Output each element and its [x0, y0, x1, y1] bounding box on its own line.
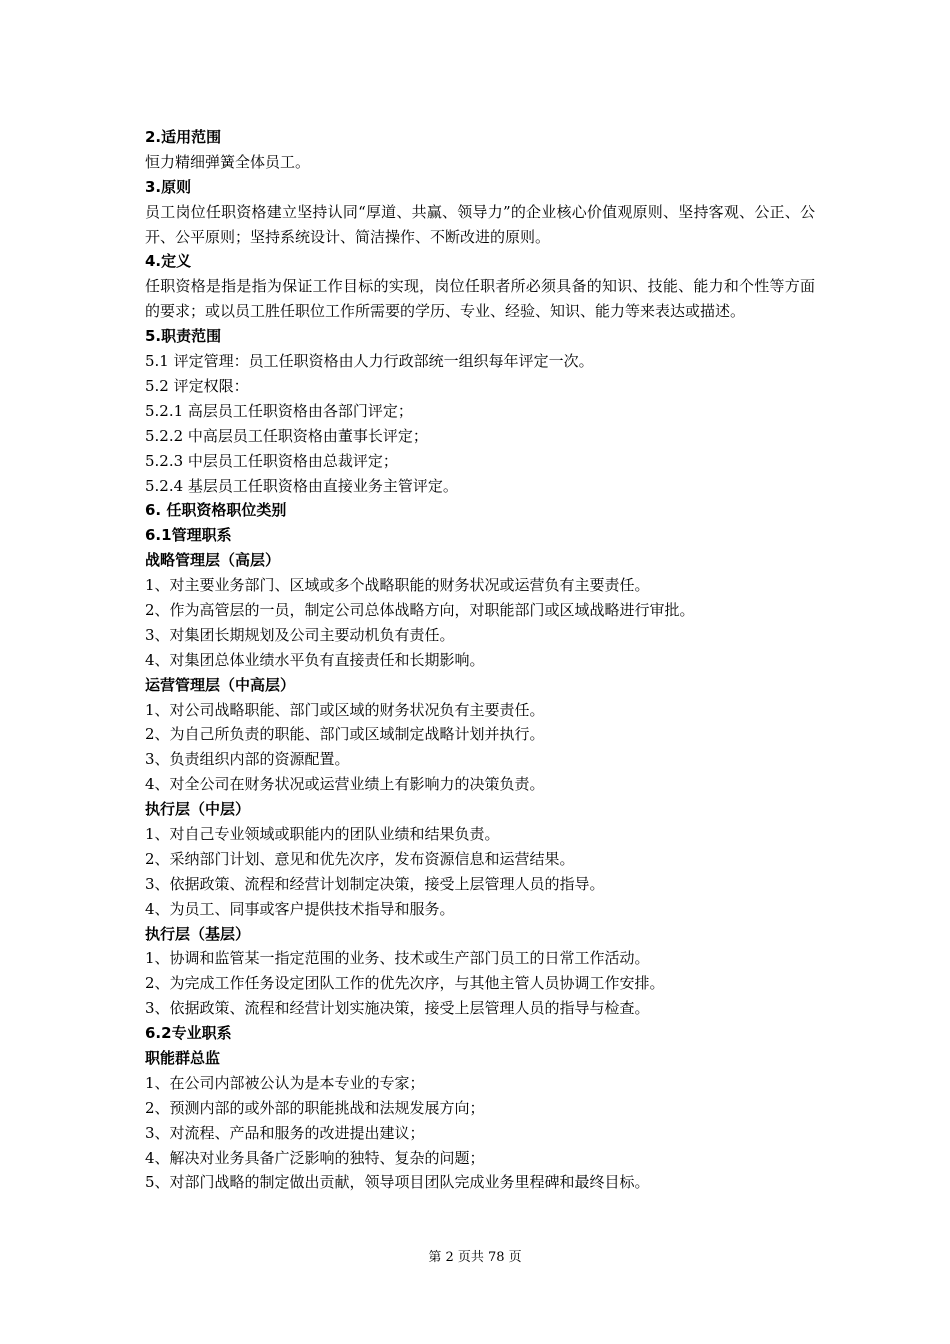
subsection-heading: 6.1管理职系: [145, 526, 232, 545]
list-item: 4、为员工、同事或客户提供技术指导和服务。: [145, 899, 455, 918]
list-item: 5、对部门战略的制定做出贡献，领导项目团队完成业务里程碑和最终目标。: [145, 1173, 650, 1192]
list-item: 4、对全公司在财务状况或运营业绩上有影响力的决策负责。: [145, 775, 545, 794]
section-heading: 3.原则: [145, 177, 192, 196]
group-heading: 执行层（中层）: [145, 800, 251, 819]
group-heading: 运营管理层（中高层）: [145, 675, 296, 694]
section-heading: 6. 任职资格职位类别: [145, 501, 287, 520]
list-item: 2、预测内部的或外部的职能挑战和法规发展方向；: [145, 1098, 485, 1117]
subsection-heading: 6.2专业职系: [145, 1024, 232, 1043]
section-heading: 2.适用范围: [145, 128, 222, 146]
list-item: 5.2 评定权限：: [145, 376, 249, 395]
list-item: 1、在公司内部被公认为是本专业的专家；: [145, 1073, 425, 1092]
list-item: 1、对公司战略职能、部门或区域的财务状况负有主要责任。: [145, 700, 545, 719]
list-item: 2、采纳部门计划、意见和优先次序，发布资源信息和运营结果。: [145, 849, 575, 868]
list-item: 5.1 评定管理：员工任职资格由人力行政部统一组织每年评定一次。: [145, 352, 594, 371]
list-item: 3、依据政策、流程和经营计划制定决策，接受上层管理人员的指导。: [145, 874, 605, 893]
paragraph: 员工岗位任职资格建立坚持认同“厚道、共赢、领导力”的企业核心价值观原则、坚持客观、公正、公开、公平原则；坚持系统设计、简洁操作、不断改进的原则。: [145, 202, 815, 246]
group-heading: 战略管理层（高层）: [145, 551, 281, 570]
paragraph: 任职资格是指是指为保证工作目标的实现，岗位任职者所必须具备的知识、技能、能力和个性等方面的要求；或以员工胜任职位工作所需要的学历、专业、经验、知识、能力等来表达或描述。: [145, 277, 815, 321]
list-item: 1、对主要业务部门、区域或多个战略职能的财务状况或运营负有主要责任。: [145, 576, 650, 595]
group-heading: 职能群总监: [145, 1049, 221, 1068]
section-heading: 4.定义: [145, 252, 192, 271]
paragraph: 恒力精细弹簧全体员工。: [145, 152, 311, 171]
list-item: 3、依据政策、流程和经营计划实施决策，接受上层管理人员的指导与检查。: [145, 999, 650, 1018]
list-item: 4、对集团总体业绩水平负有直接责任和长期影响。: [145, 650, 485, 669]
list-item: 2、为自己所负责的职能、部门或区域制定战略计划并执行。: [145, 725, 545, 744]
list-item: 3、对集团长期规划及公司主要动机负有责任。: [145, 625, 455, 644]
list-item: 5.2.2 中高层员工任职资格由董事长评定；: [145, 426, 428, 445]
list-item: 5.2.3 中层员工任职资格由总裁评定；: [145, 451, 398, 470]
list-item: 5.2.4 基层员工任职资格由直接业务主管评定。: [145, 476, 458, 495]
list-item: 2、作为高管层的一员，制定公司总体战略方向，对职能部门或区域战略进行审批。: [145, 600, 695, 619]
group-heading: 执行层（基层）: [145, 924, 251, 943]
list-item: 3、对流程、产品和服务的改进提出建议；: [145, 1123, 425, 1142]
page-footer: 第 2 页共 78 页: [428, 1250, 522, 1265]
list-item: 1、对自己专业领域或职能内的团队业绩和结果负责。: [145, 825, 500, 843]
list-item: 5.2.1 高层员工任职资格由各部门评定；: [145, 401, 413, 420]
section-heading: 5.职责范围: [145, 327, 222, 346]
list-item: 1、协调和监管某一指定范围的业务、技术或生产部门员工的日常工作活动。: [145, 949, 650, 968]
page-content: [145, 125, 815, 1195]
list-item: 2、为完成工作任务设定团队工作的优先次序，与其他主管人员协调工作安排。: [145, 974, 665, 993]
list-item: 4、解决对业务具备广泛影响的独特、复杂的问题；: [145, 1148, 485, 1167]
list-item: 3、负责组织内部的资源配置。: [145, 750, 350, 769]
